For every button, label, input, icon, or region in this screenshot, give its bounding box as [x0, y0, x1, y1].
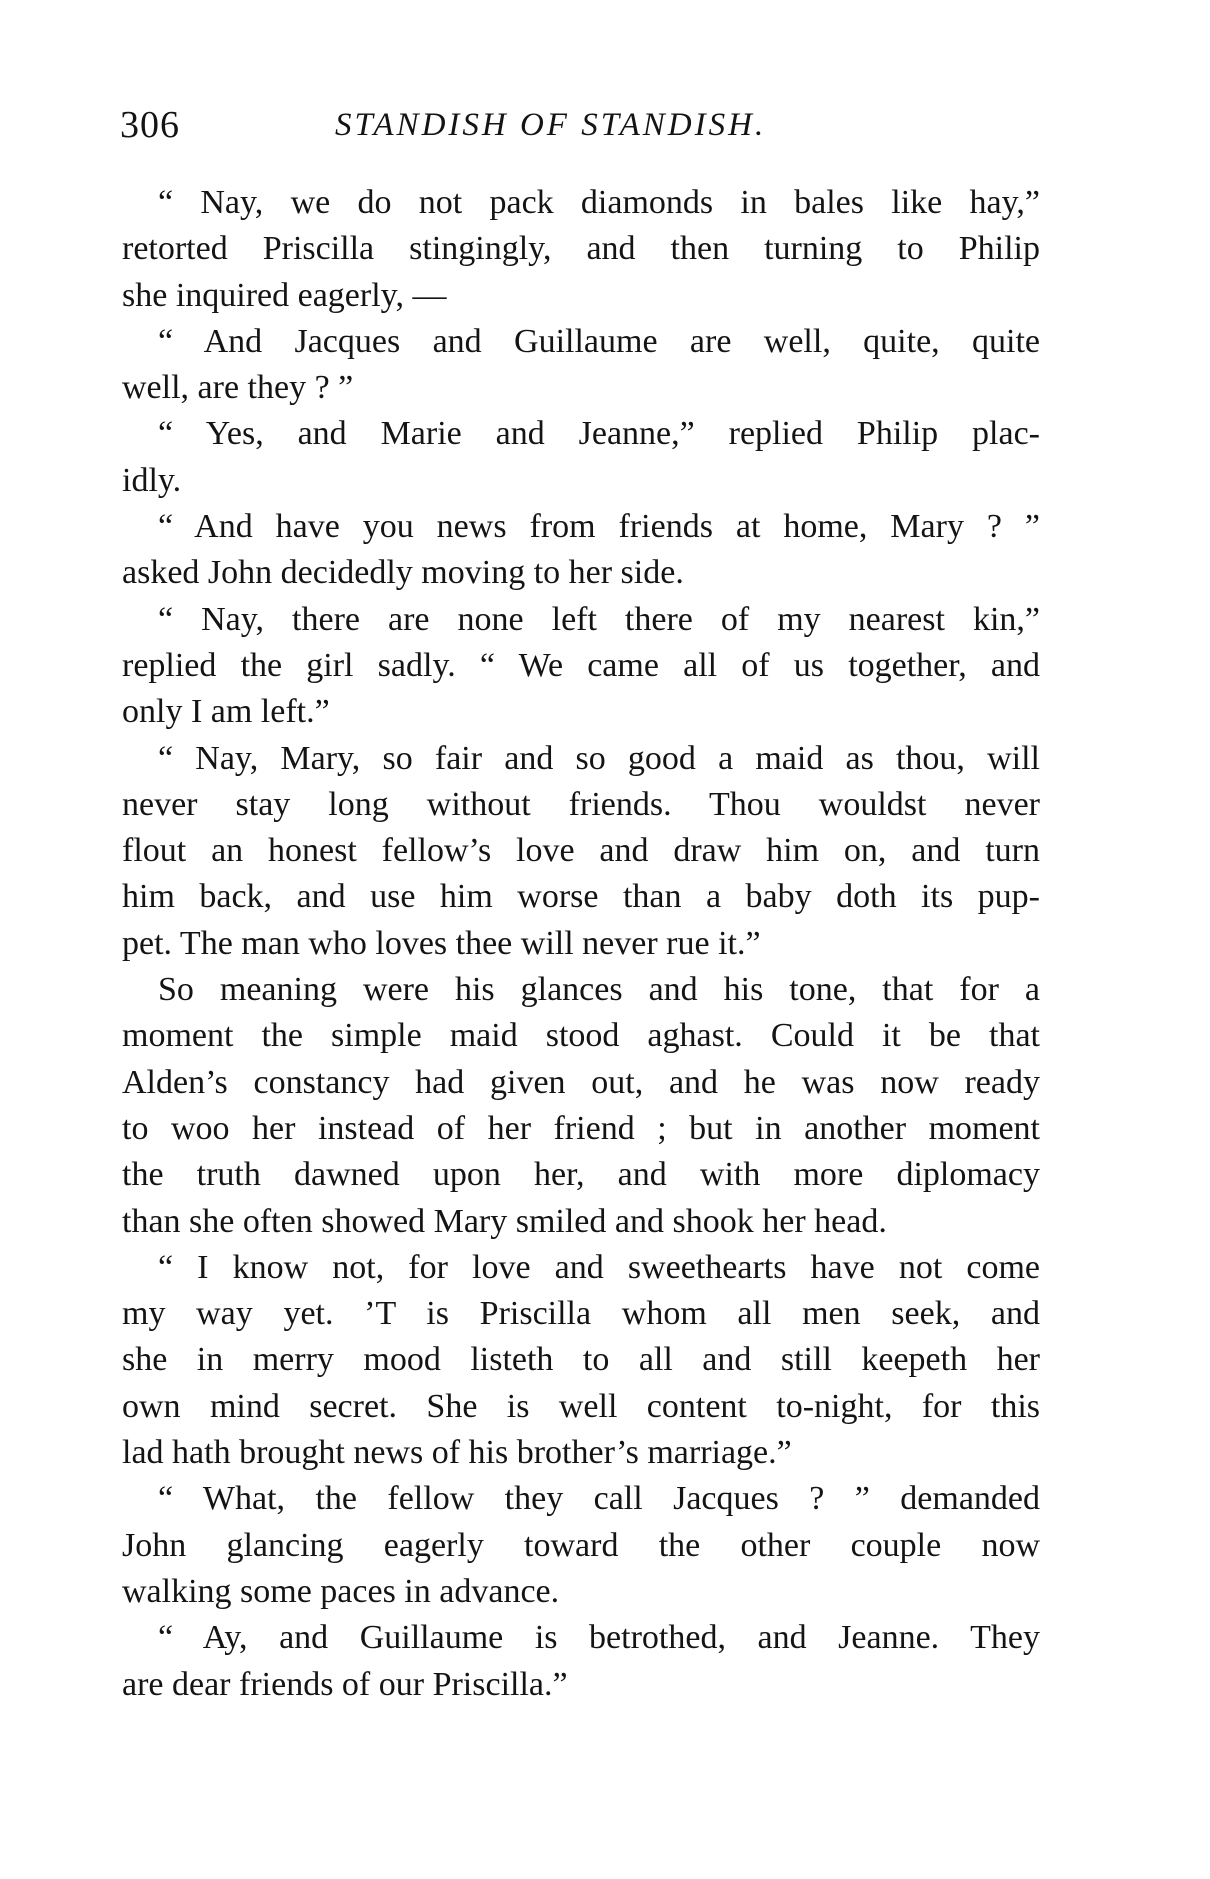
- text-line: “ I know not, for love and sweethearts have not come: [158, 1248, 1040, 1286]
- text-line: “ And Jacques and Guillaume are well, quite, quite: [158, 322, 1040, 360]
- text-line: John glancing eagerly toward the other couple now: [122, 1526, 1040, 1564]
- text-line: asked John decidedly moving to her side.: [122, 554, 684, 592]
- text-line: she in merry mood listeth to all and still keepeth her: [122, 1341, 1040, 1379]
- text-line: she inquired eagerly, —: [122, 276, 447, 314]
- text-line: him back, and use him worse than a baby doth its pup-: [122, 878, 1040, 916]
- text-line: lad hath brought news of his brother’s marriage.”: [122, 1434, 792, 1472]
- text-line: pet. The man who loves thee will never rue it.”: [122, 924, 761, 962]
- text-line: well, are they ? ”: [122, 369, 354, 407]
- page-number: 306: [120, 104, 180, 146]
- text-line: “ Nay, Mary, so fair and so good a maid as thou, will: [158, 739, 1040, 777]
- text-line: own mind secret. She is well content to-night, for this: [122, 1387, 1040, 1425]
- text-line: “ And have you news from friends at home, Mary ? ”: [158, 508, 1040, 546]
- text-line: “ Nay, there are none left there of my nearest kin,”: [158, 600, 1040, 638]
- running-title: STANDISH OF STANDISH.: [335, 107, 767, 143]
- text-line: only I am left.”: [122, 693, 330, 731]
- text-line: than she often showed Mary smiled and shook her head.: [122, 1202, 887, 1240]
- text-line: the truth dawned upon her, and with more diplomacy: [122, 1156, 1040, 1194]
- text-line: retorted Priscilla stingingly, and then turning to Philip: [122, 230, 1040, 268]
- body-text: [122, 180, 1040, 1708]
- text-line: “ What, the fellow they call Jacques ? ” demanded: [158, 1480, 1040, 1518]
- running-head: [120, 100, 1040, 150]
- text-line: idly.: [122, 461, 182, 499]
- text-line: never stay long without friends. Thou wouldst never: [122, 785, 1040, 823]
- text-line: “ Ay, and Guillaume is betrothed, and Jeanne. They: [158, 1619, 1040, 1657]
- text-line: are dear friends of our Priscilla.”: [122, 1665, 568, 1703]
- text-line: Alden’s constancy had given out, and he was now ready: [122, 1063, 1040, 1101]
- text-line: replied the girl sadly. “ We came all of us together, and: [122, 646, 1040, 684]
- text-line: moment the simple maid stood aghast. Could it be that: [122, 1017, 1040, 1055]
- text-line: So meaning were his glances and his tone, that for a: [158, 971, 1040, 1009]
- text-line: “ Nay, we do not pack diamonds in bales like hay,”: [158, 184, 1040, 221]
- text-line: walking some paces in advance.: [122, 1572, 560, 1610]
- text-line: flout an honest fellow’s love and draw him on, and turn: [122, 832, 1040, 870]
- text-line: my way yet. ’T is Priscilla whom all men seek, and: [122, 1295, 1040, 1333]
- text-line: “ Yes, and Marie and Jeanne,” replied Philip plac-: [158, 415, 1040, 453]
- text-line: to woo her instead of her friend ; but in another moment: [122, 1109, 1040, 1147]
